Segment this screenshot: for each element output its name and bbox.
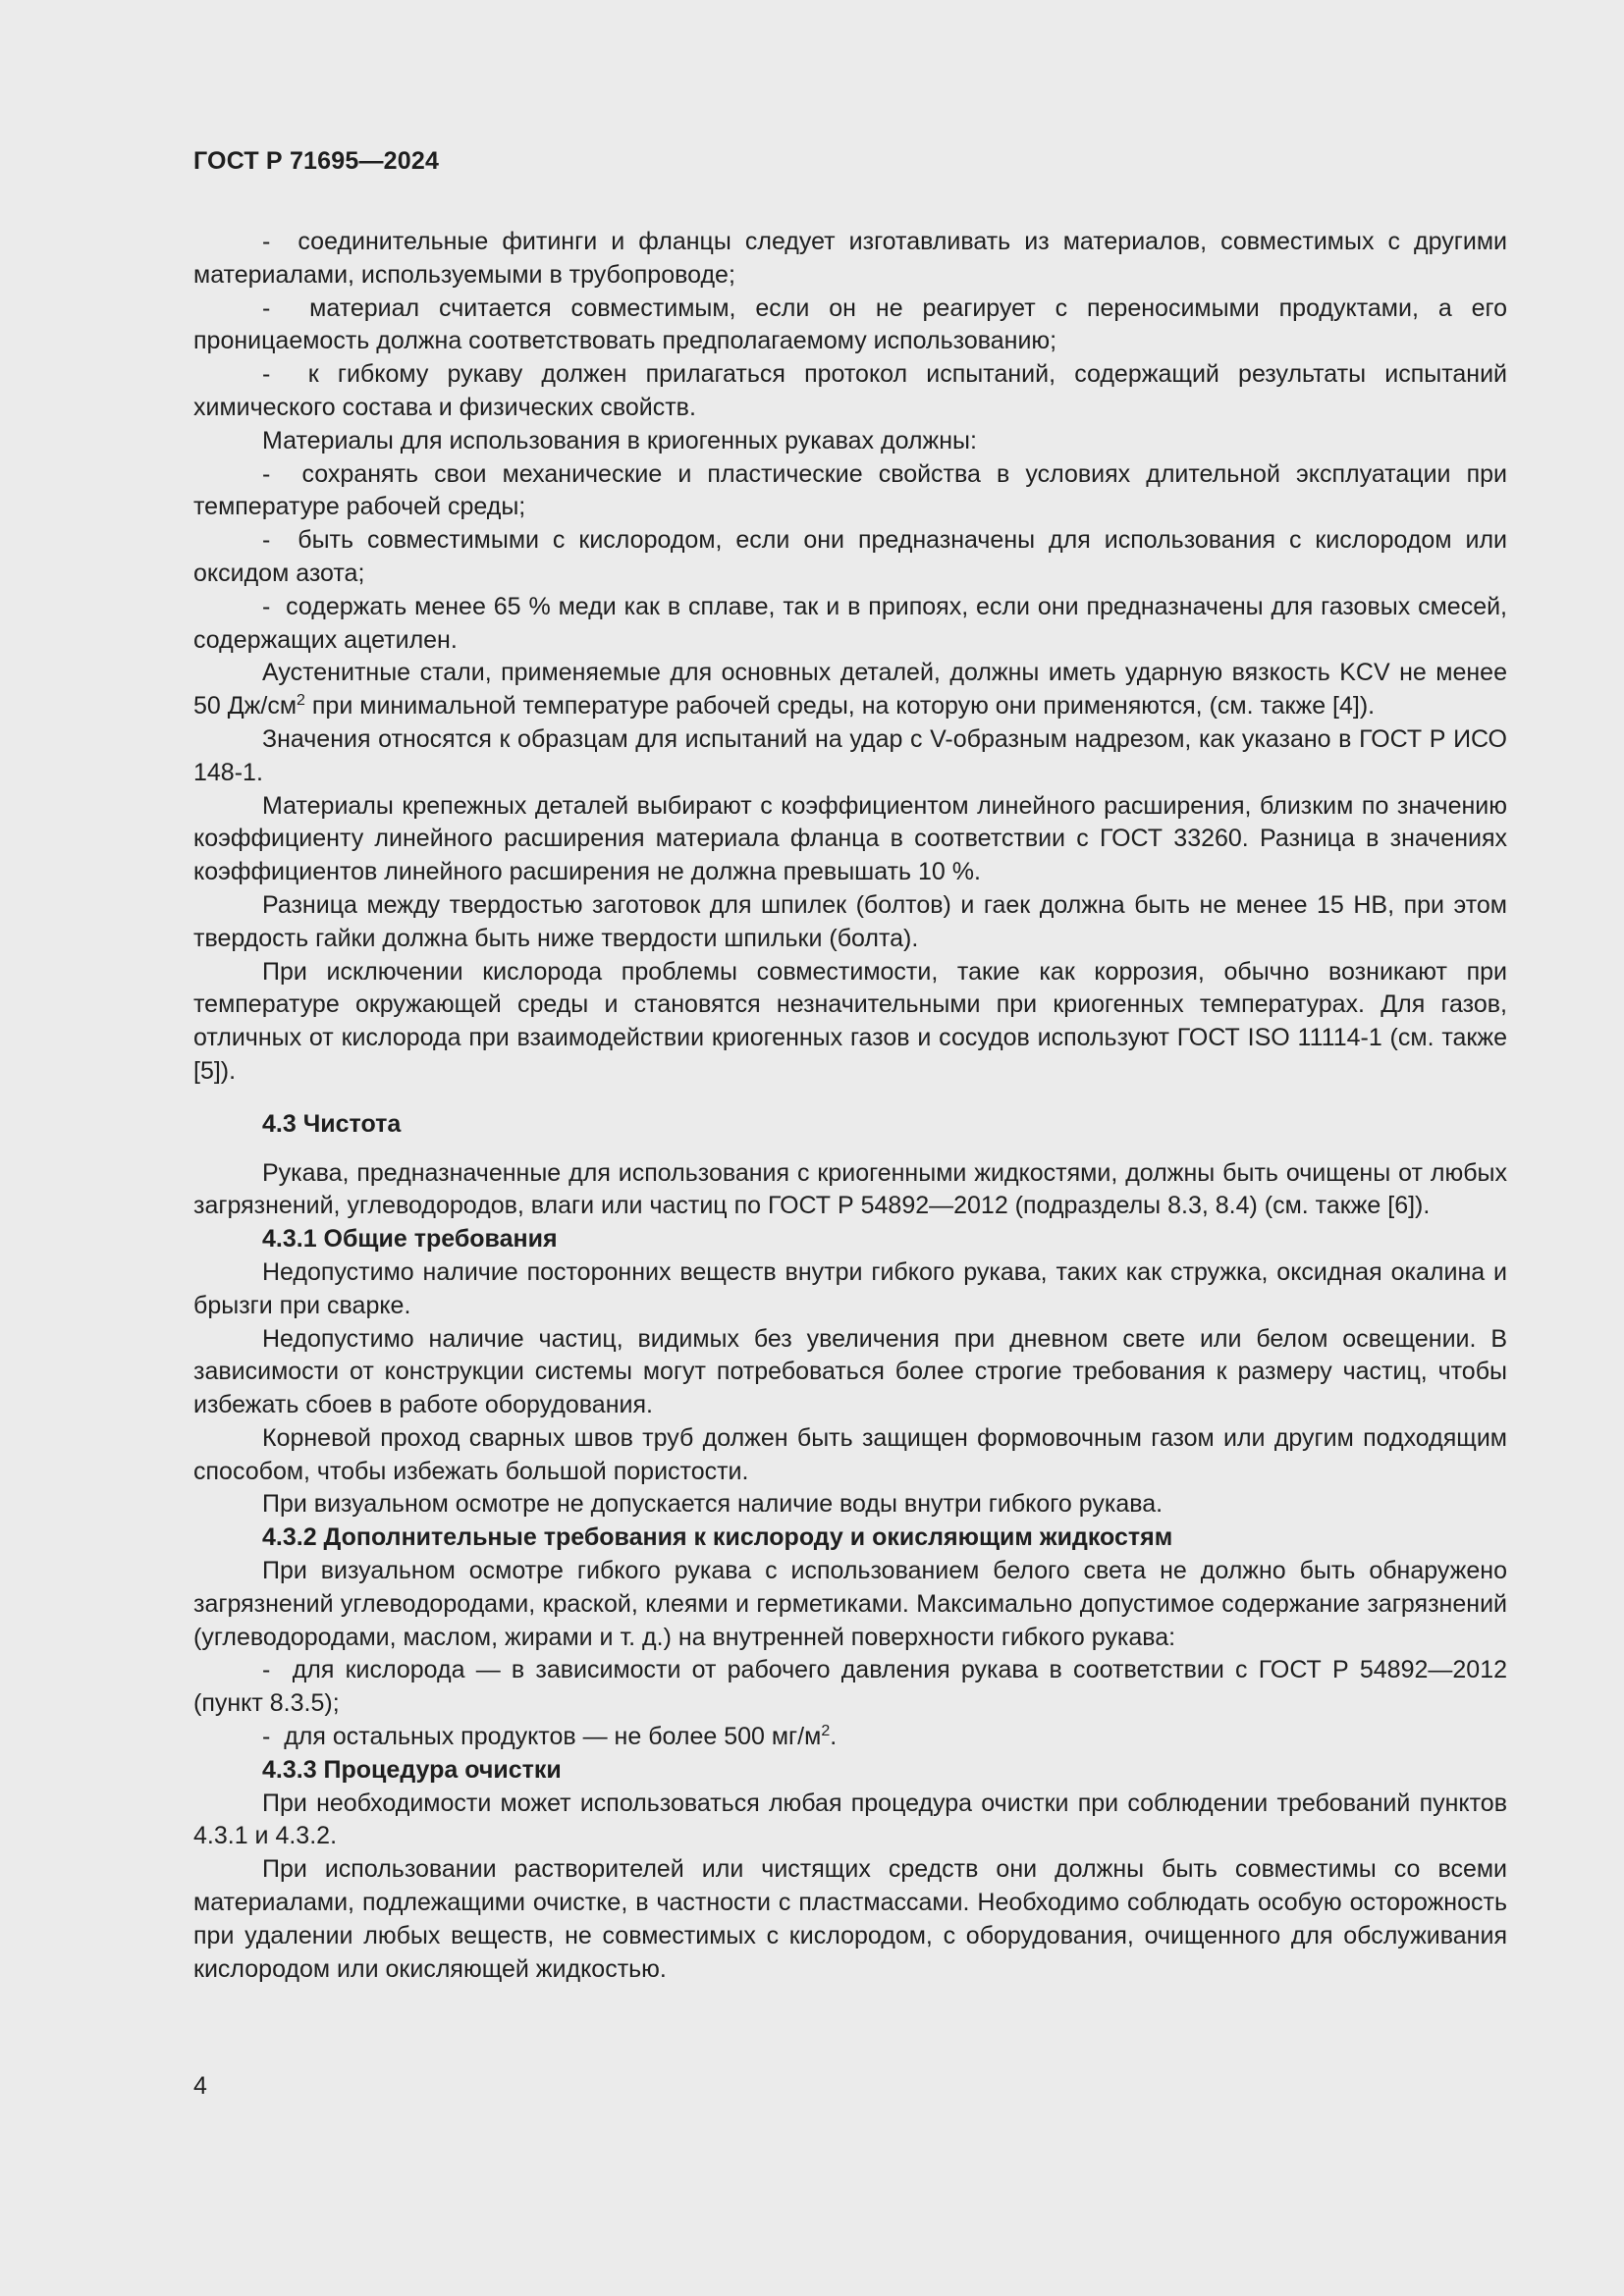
list-item xyxy=(193,1654,1507,1721)
page-number: 4 xyxy=(193,2072,207,2100)
paragraph-text: При использовании растворителей или чистящих средств они должны быть совместимы со всеми материалами, подлежащими очистке, в частности с пластмассами. Необходимо соблюдать особую осторожность при удалении любых веществ, не совместимых с кислородом, с оборудования, очищенного для обслуживания кислородом или окисляющей жидкостью. xyxy=(193,1855,1507,1983)
list-item xyxy=(193,293,1507,359)
paragraph-text-tail: при минимальной температуре рабочей среды, на которую они применяются, (см. также [4]). xyxy=(304,692,1376,721)
superscript: 2 xyxy=(821,1723,831,1740)
paragraph-text-tail: . xyxy=(830,1723,838,1751)
superscript: 2 xyxy=(297,692,305,710)
paragraph-text: для остальных продуктов — не более 500 мг/м xyxy=(284,1723,822,1751)
paragraph-text: Разница между твердостью заготовок для шпилек (болтов) и гаек должна быть не менее 15 НВ, при этом твердость гайки должна быть ниже твердости шпильки (болта). xyxy=(193,890,1507,952)
paragraph xyxy=(193,889,1507,956)
list-item xyxy=(193,524,1507,591)
paragraph-text: 4.3.2 Дополнительные требования к кислороду и окисляющим жидкостям xyxy=(262,1523,1173,1552)
section-heading xyxy=(193,1223,1507,1256)
section-heading xyxy=(193,1108,1507,1142)
document-header: ГОСТ Р 71695—2024 xyxy=(193,147,440,175)
paragraph-text: Материалы для использования в криогенных рукавах должны: xyxy=(262,426,977,454)
list-item xyxy=(193,358,1507,425)
list-item xyxy=(193,1721,1507,1754)
paragraph xyxy=(193,1853,1507,1986)
paragraph xyxy=(193,723,1507,790)
paragraph xyxy=(193,425,1507,458)
paragraph-text: сохранять свои механические и пластические свойства в условиях длительной эксплуатации при температуре рабочей среды; xyxy=(193,459,1507,521)
paragraph xyxy=(193,956,1507,1089)
paragraph-text: Корневой проход сварных швов труб должен быть защищен формовочным газом или другим подходящим способом, чтобы избежать большой пористости. xyxy=(193,1423,1507,1485)
paragraph-text: Рукава, предназначенные для использования с криогенными жидкостями, должны быть очищены от любых загрязнений, углеводородов, влаги или частиц по ГОСТ Р 54892—2012 (подразделы 8.3, 8.4) (см. также [6]). xyxy=(193,1158,1507,1220)
paragraph-text: соединительные фитинги и фланцы следует изготавливать из материалов, совместимых с другими материалами, используемыми в трубопроводе; xyxy=(193,228,1507,289)
paragraph xyxy=(193,1422,1507,1489)
paragraph xyxy=(193,790,1507,889)
paragraph-text: быть совместимыми с кислородом, если они предназначены для использования с кислородом или оксидом азота; xyxy=(193,526,1507,587)
paragraph-text: 4.3 Чистота xyxy=(262,1109,402,1138)
paragraph-text: При необходимости может использоваться любая процедура очистки при соблюдении требований пунктов 4.3.1 и 4.3.2. xyxy=(193,1789,1507,1850)
paragraph xyxy=(193,1555,1507,1654)
list-item xyxy=(193,226,1507,293)
paragraph-text: Значения относятся к образцам для испытаний на удар с V-образным надрезом, как указано в ГОСТ Р ИСО 148-1. xyxy=(193,724,1507,786)
list-item xyxy=(193,591,1507,658)
paragraph-text: материал считается совместимым, если он не реагирует с переносимыми продуктами, а его проницаемость должна соответствовать предполагаемому использованию; xyxy=(193,294,1508,355)
paragraph xyxy=(193,1157,1507,1224)
paragraph xyxy=(193,1323,1507,1422)
paragraph-text: к гибкому рукаву должен прилагаться протокол испытаний, содержащий результаты испытаний химического состава и физических свойств. xyxy=(193,360,1508,421)
paragraph-text: 4.3.1 Общие требования xyxy=(262,1225,558,1254)
paragraph xyxy=(193,1788,1507,1854)
paragraph-text: 4.3.3 Процедура очистки xyxy=(262,1755,562,1784)
paragraph-text: При визуальном осмотре не допускается наличие воды внутри гибкого рукава. xyxy=(262,1490,1164,1519)
list-item xyxy=(193,458,1507,525)
document-body xyxy=(193,226,1507,1986)
paragraph xyxy=(193,1488,1507,1522)
section-heading xyxy=(193,1522,1507,1555)
paragraph-text: При визуальном осмотре гибкого рукава с использованием белого света не должно быть обнаружено загрязнений углеводородами, краской, клеями и герметиками. Максимально допустимое содержание загрязнений (углеводородами, маслом, жирами и т. д.) на внутренней поверхности гибкого рукава: xyxy=(193,1557,1507,1651)
section-heading xyxy=(193,1754,1507,1788)
paragraph-text: Аустенитные стали, применяемые для основных деталей, должны иметь ударную вязкость KCV не менее 50 Дж/см xyxy=(193,659,1507,721)
paragraph-text: Материалы крепежных деталей выбирают с коэффициентом линейного расширения, близким по значению коэффициенту линейного расширения материала фланца в соответствии с ГОСТ 33260. Разница в значениях коэффициентов линейного расширения не должна превышать 10 %. xyxy=(193,791,1507,886)
paragraph-text: Недопустимо наличие частиц, видимых без увеличения при дневном свете или белом освещении. В зависимости от конструкции системы могут потребоваться более строгие требования к размеру частиц, чтобы избежать сбоев в работе оборудования. xyxy=(193,1324,1507,1419)
paragraph-text: При исключении кислорода проблемы совместимости, такие как коррозия, обычно возникают при температуре окружающей среды и становятся незначительными при криогенных температурах. Для газов, отличных от кислорода при взаимодействии криогенных газов и сосудов используют ГОСТ ISO 11114-1 (см. также [5]). xyxy=(193,957,1507,1085)
paragraph-text: для кислорода — в зависимости от рабочего давления рукава в соответствии с ГОСТ Р 54892—2012 (пункт 8.3.5); xyxy=(193,1656,1507,1718)
paragraph-text: Недопустимо наличие посторонних веществ внутри гибкого рукава, таких как стружка, оксидная окалина и брызги при сварке. xyxy=(193,1257,1507,1319)
paragraph xyxy=(193,1256,1507,1323)
paragraph xyxy=(193,657,1507,723)
paragraph-text: содержать менее 65 % меди как в сплаве, так и в припоях, если они предназначены для газовых смесей, содержащих ацетилен. xyxy=(193,592,1508,654)
